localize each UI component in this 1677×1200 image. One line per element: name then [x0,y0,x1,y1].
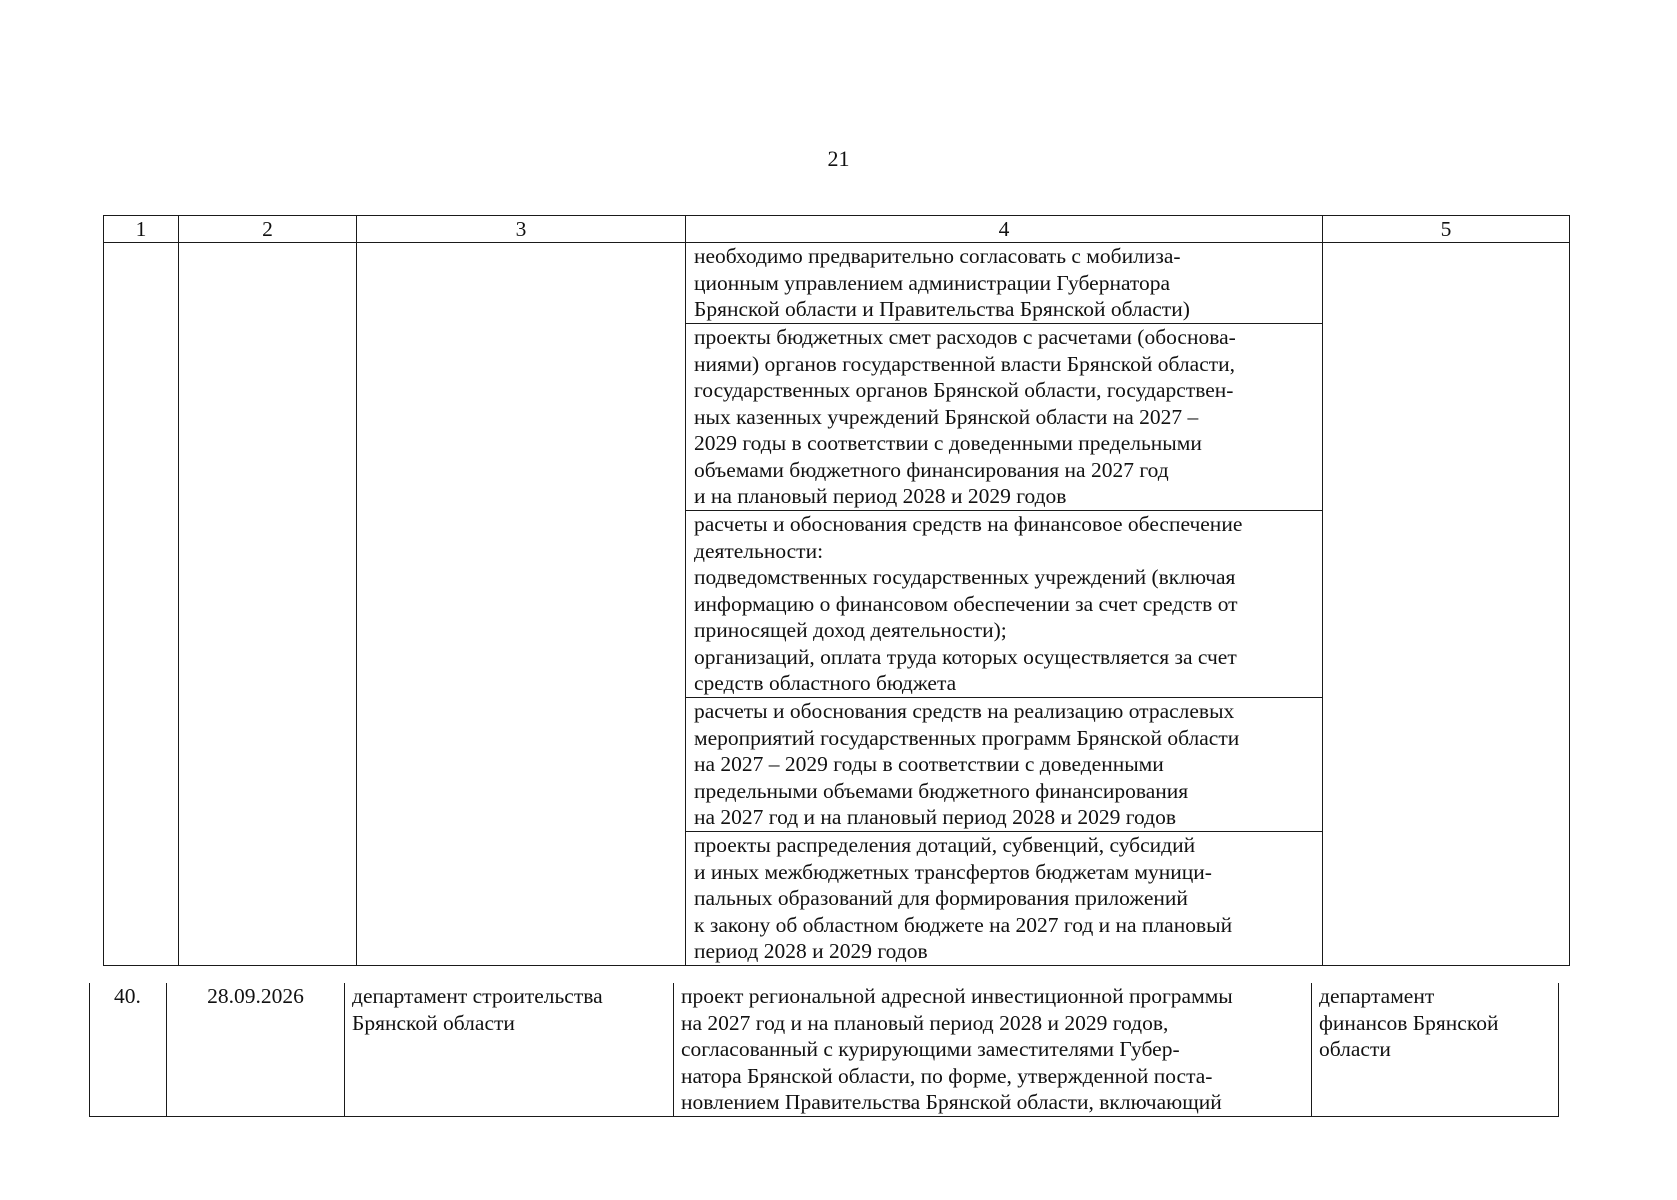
document-line: мероприятий государственных программ Брянской области [694,725,1240,750]
document-line: Брянской области и Правительства Брянской области) [694,297,1190,321]
continuation-rows [103,242,1570,966]
row-date: 28.09.2026 [167,983,345,1116]
column-header-4: 4 [686,216,1323,243]
column-header-2: 2 [179,216,357,243]
empty-cell-recipient [1323,243,1570,966]
column-header-3: 3 [357,216,686,243]
document-line: и на плановый период 2028 и 2029 годов [694,484,1067,508]
document-line: подведомственных государственных учреждений (включая [694,565,1236,589]
document-line: период 2028 и 2029 годов [694,939,928,963]
document-line: государственных органов Брянской области, государствен- [694,378,1234,402]
row-recipient [1312,983,1559,1116]
document-line: 2029 годы в соответствии с доведенными предельными [694,431,1202,455]
document-cell [686,324,1323,511]
document-line: информацию о финансовом обеспечении за счет средств от [694,591,1238,616]
document-line: ционным управлением администрации Губернатора [694,270,1171,295]
document-line: и иных межбюджетных трансфертов бюджетам муници- [694,859,1212,884]
document-cell [686,243,1323,324]
document-line: пальных образований для формирования приложений [694,886,1188,910]
empty-cell-date [179,243,357,966]
document-line: расчеты и обоснования средств на финансовое обеспечение [694,512,1243,536]
document-line: к закону об областном бюджете на 2027 год и на плановый [694,912,1233,937]
column-header-5: 5 [1323,216,1570,243]
document-line: объемами бюджетного финансирования на 2027 год [694,457,1169,482]
document-cell [686,698,1323,832]
table-row [90,983,1559,1116]
document-line: проект региональной адресной инвестиционной программы [681,984,1233,1008]
document-cell [686,832,1323,966]
row-document [674,983,1312,1116]
header-row [104,216,1570,243]
empty-cell-executor [357,243,686,966]
document-line: проекты бюджетных смет расходов с расчетами (обоснова- [694,325,1236,349]
column-header-1: 1 [104,216,179,243]
document-line: на 2027 год и на плановый период 2028 и 2029 годов [694,805,1176,829]
page-number: 21 [827,146,850,171]
document-line: ниями) органов государственной власти Брянской области, [694,351,1236,376]
document-line: организаций, оплата труда которых осуществляется за счет [694,644,1237,669]
recipient-line: финансов Брянской [1319,1010,1499,1035]
document-line: расчеты и обоснования средств на реализацию отраслевых [694,699,1235,723]
executor-line: Брянской области [352,1010,515,1035]
document-line: на 2027 – 2029 годы в соответствии с доведенными [694,752,1164,776]
document-line: предельными объемами бюджетного финансирования [694,778,1189,803]
row-number: 40. [90,983,167,1116]
document-line: приносящей доход деятельности); [694,618,1007,642]
document-line: новлением Правительства Брянской области, включающий [681,1090,1222,1114]
document-line: деятельности: [694,538,824,563]
table-row [104,243,1570,324]
document-line: на 2027 год и на плановый период 2028 и 2029 годов, [681,1010,1169,1035]
document-line: средств областного бюджета [694,671,957,695]
document-cell [686,511,1323,698]
recipient-line: области [1319,1037,1391,1061]
row-40 [89,983,1559,1117]
document-line: ных казенных учреждений Брянской области на 2027 – [694,404,1199,429]
document-line: проекты распределения дотаций, субвенций, субсидий [694,833,1196,857]
document-line: согласованный с курирующими заместителями Губер- [681,1037,1180,1061]
executor-line: департамент строительства [352,984,603,1008]
document-line: необходимо предварительно согласовать с мобилиза- [694,244,1181,268]
row-executor [345,983,674,1116]
document-line: натора Брянской области, по форме, утвержденной поста- [681,1063,1213,1088]
table-header [103,215,1570,243]
recipient-line: департамент [1319,984,1435,1008]
empty-cell-number [104,243,179,966]
